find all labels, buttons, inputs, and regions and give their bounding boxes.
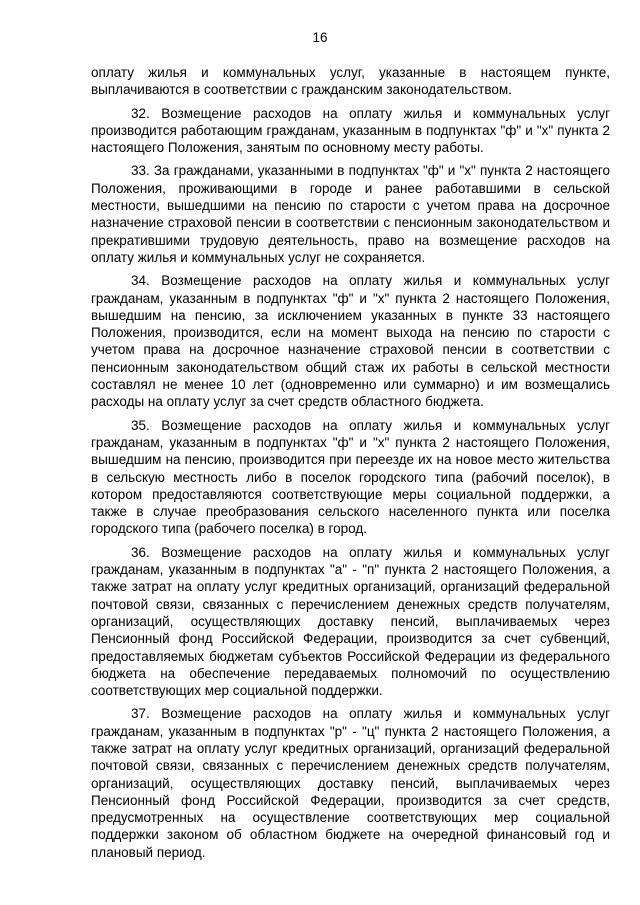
paragraph-34: 34. Возмещение расходов на оплату жилья и коммунальных услуг гражданам, указанным в подпунктах "ф" и "х" пункта 2 настоящего Положения, вышедшим на пенсию, за исключением указанных в пункте 33 настоящего Положения, производится, если на момент выхода на пенсию по старости с учетом права на досрочное назначение страховой пенсии в соответствии с пенсионным законодательством общий стаж их работы в сельской местности составлял не менее 10 лет (одновременно или суммарно) и им возмещались расходы на оплату услуг за счет средств областного бюджета.	[91, 273, 610, 410]
paragraph-continuation: оплату жилья и коммунальных услуг, указанные в настоящем пункте, выплачиваются в соответствии с гражданским законодательством.	[91, 65, 610, 98]
paragraph-37: 37. Возмещение расходов на оплату жилья и коммунальных услуг гражданам, указанным в подпунктах "р" - "ц" пункта 2 настоящего Положения, а также затрат на оплату услуг кредитных организаций, организаций федеральной почтовой связи, связанных с перечислением денежных средств получателям, организаций, осуществляющих доставку пенсий, выплачиваемых через Пенсионный фонд Российской Федерации, производится за счет средств, предусмотренных на осуществление соответствующих мер социальной поддержки законом об областном бюджете на очередной финансовый год и плановый период.	[91, 706, 610, 860]
document-body	[91, 64, 610, 867]
paragraph-35: 35. Возмещение расходов на оплату жилья и коммунальных услуг гражданам, указанным в подпунктах "ф" и "х" пункта 2 настоящего Положения, вышедшим на пенсию, производится при переезде их на новое место жительства в сельскую местность либо в поселок городского типа (рабочий поселок), в котором предоставляются соответствующие меры социальной поддержки, а также в случае преобразования сельского населенного пункта или поселка городского типа (рабочего поселка) в город.	[91, 417, 610, 537]
page-number: 16	[312, 30, 328, 45]
paragraph-36: 36. Возмещение расходов на оплату жилья и коммунальных услуг гражданам, указанным в подпунктах "а" - "п" пункта 2 настоящего Положения, а также затрат на оплату услуг кредитных организаций, организаций федеральной почтовой связи, связанных с перечислением денежных средств получателям, организаций, осуществляющих доставку пенсий, выплачиваемых через Пенсионный фонд Российской Федерации, производится за счет субвенций, предоставляемых бюджетам субъектов Российской Федерации из федерального бюджета на обеспечение передаваемых полномочий по осуществлению соответствующих мер социальной поддержки.	[91, 544, 610, 699]
paragraph-32: 32. Возмещение расходов на оплату жилья и коммунальных услуг производится работающим гражданам, указанным в подпунктах "ф" и "х" пункта 2 настоящего Положения, занятым по основному месту работы.	[91, 105, 610, 156]
paragraph-33: 33. За гражданами, указанными в подпунктах "ф" и "х" пункта 2 настоящего Положения, проживающими в городе и ранее работавшими в сельской местности, вышедшими на пенсию по старости с учетом права на досрочное назначение страховой пенсии в соответствии с пенсионным законодательством и прекратившими трудовую деятельность, право на возмещение расходов на оплату жилья и коммунальных услуг не сохраняется.	[91, 163, 610, 265]
